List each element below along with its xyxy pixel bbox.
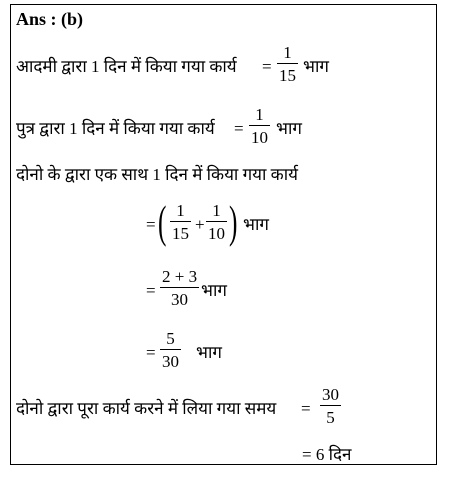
fraction-bar [277, 63, 298, 64]
equals-sign: = [301, 399, 311, 418]
numerator: 1 [212, 201, 221, 220]
fraction-bar [206, 221, 227, 222]
son-work-fraction [249, 106, 270, 146]
denominator: 5 [326, 408, 335, 427]
man-work-fraction [277, 44, 298, 84]
time-fraction [320, 386, 341, 426]
unit-label: भाग [276, 119, 302, 138]
numerator: 1 [283, 43, 292, 62]
fraction-bar [320, 405, 341, 406]
final-answer: = 6 दिन [302, 445, 352, 464]
equals-sign: = [146, 281, 156, 300]
denominator: 10 [251, 128, 268, 147]
numerator: 1 [176, 201, 185, 220]
answer-label: Ans : (b) [16, 9, 84, 29]
denominator: 30 [171, 290, 189, 309]
equals-sign: = [146, 343, 156, 362]
son-work-label: पुत्र द्वारा 1 दिन में किया गया कार्य [16, 119, 215, 138]
man-work-label: आदमी द्वारा 1 दिन में किया गया कार्य [16, 57, 237, 76]
unit-label: भाग [243, 215, 269, 234]
total-time-label: दोनो द्वारा पूरा कार्य करने में लिया गया समय [16, 399, 277, 418]
fraction-bar [249, 125, 270, 126]
numerator: 1 [255, 105, 264, 124]
second-fraction [206, 202, 227, 242]
fraction-bar [160, 287, 199, 288]
unit-label: भाग [303, 57, 329, 76]
unit-label: भाग [196, 343, 222, 362]
denominator: 15 [172, 224, 189, 243]
right-paren: ) [229, 196, 238, 247]
denominator: 10 [208, 224, 225, 243]
equals-sign: = [146, 215, 156, 234]
numerator: 5 [166, 329, 175, 348]
denominator: 30 [162, 352, 179, 371]
result-fraction [160, 330, 181, 370]
fraction-bar [160, 349, 181, 350]
unit-label: भाग [201, 281, 227, 300]
numerator: 30 [322, 385, 339, 404]
sum-fraction [160, 268, 199, 308]
plus-sign: + [195, 215, 205, 234]
equals-sign: = [234, 119, 244, 138]
denominator: 15 [279, 66, 296, 85]
numerator: 2 + 3 [162, 267, 198, 286]
first-fraction [170, 202, 191, 242]
equals-sign: = [262, 57, 272, 76]
together-work-label: दोनो के द्वारा एक साथ 1 दिन में किया गया कार्य [16, 165, 298, 184]
left-paren: ( [158, 196, 167, 247]
fraction-bar [170, 221, 191, 222]
